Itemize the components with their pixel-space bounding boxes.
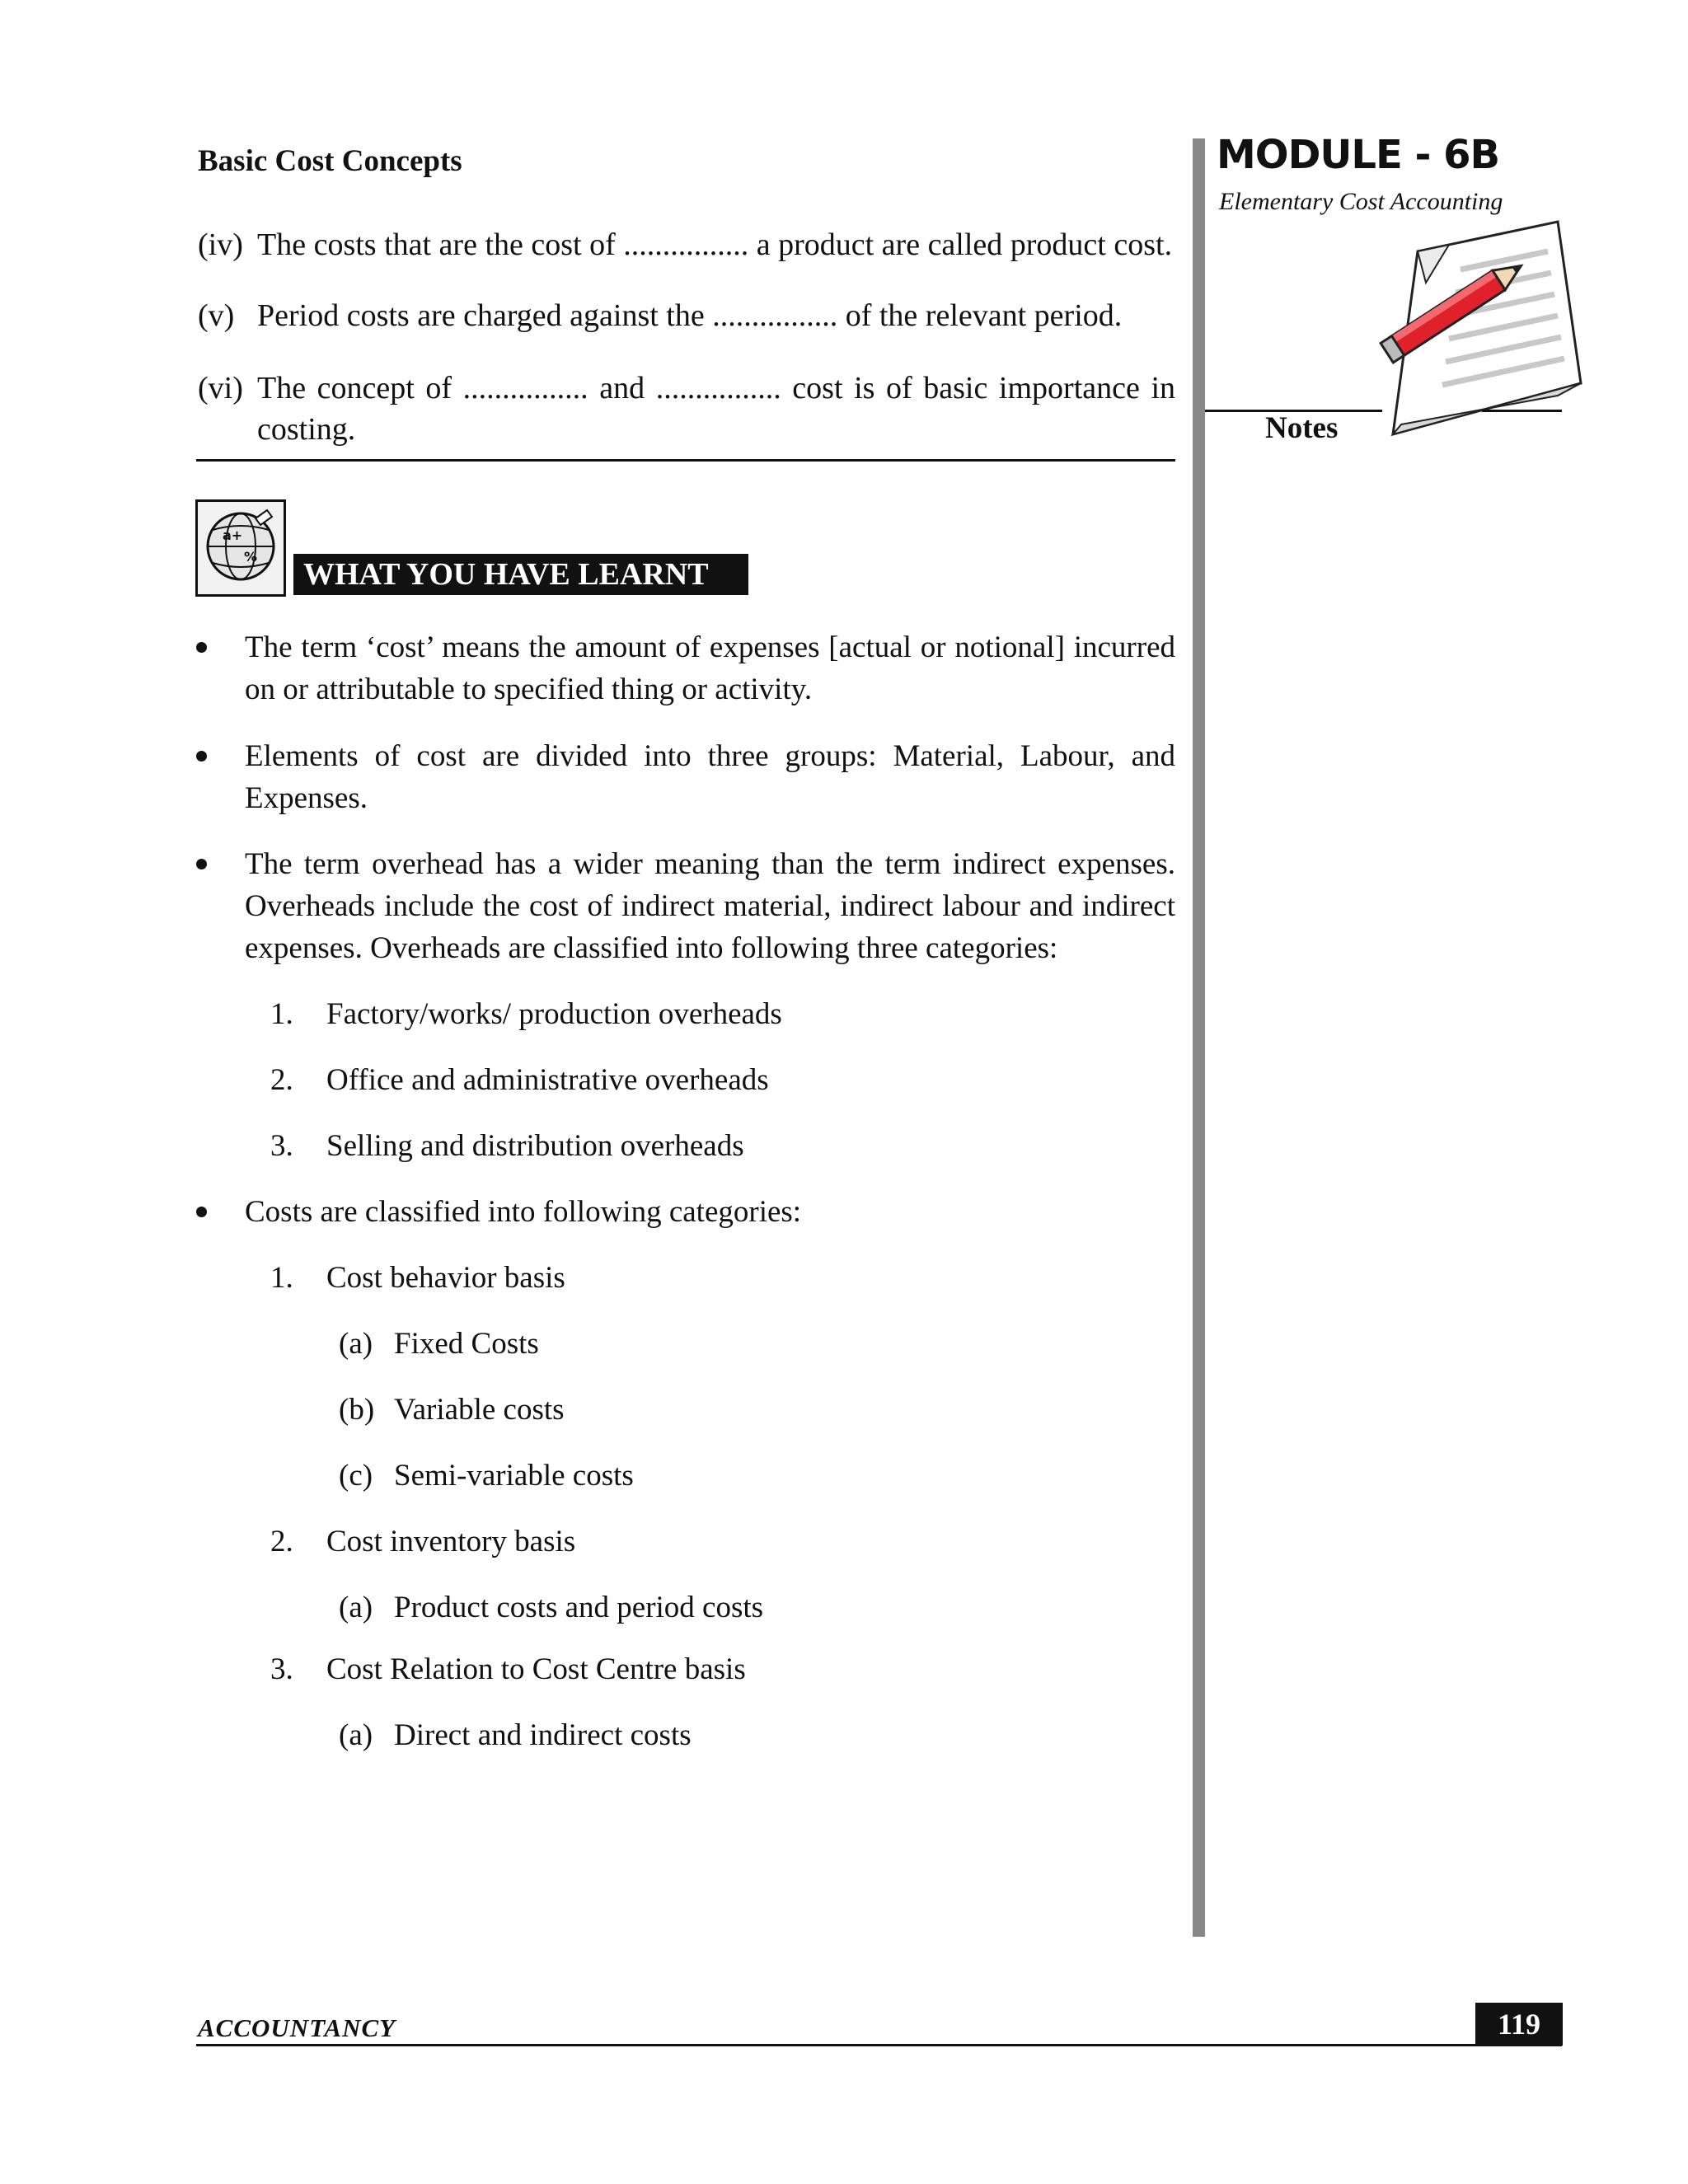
- margin-bar: [1193, 138, 1205, 1937]
- list-item: Cost Relation to Cost Centre basis: [326, 1652, 746, 1686]
- section-title: WHAT YOU HAVE LEARNT: [293, 554, 748, 595]
- question-number: (iv): [198, 227, 243, 262]
- sub-item: Variable costs: [394, 1393, 565, 1427]
- list-item: Office and administrative overheads: [326, 1063, 769, 1097]
- list-item: Cost inventory basis: [326, 1525, 576, 1558]
- question-text-line1: The concept of ................ and ................ cost is of basic importance in: [257, 371, 1175, 405]
- sub-item: Product costs and period costs: [394, 1591, 764, 1624]
- notes-rule: [1482, 410, 1562, 412]
- footer-subject: ACCOUNTANCY: [198, 2013, 396, 2042]
- sub-item-letter: (b): [339, 1393, 375, 1427]
- sub-item: Fixed Costs: [394, 1327, 539, 1361]
- sub-item-letter: (a): [339, 1718, 373, 1752]
- bullet-icon: [196, 859, 207, 869]
- question-text-line2: costing.: [257, 412, 356, 447]
- sub-item: Semi-variable costs: [394, 1459, 634, 1493]
- list-item: Factory/works/ production overheads: [326, 997, 782, 1031]
- list-item: Selling and distribution overheads: [326, 1129, 744, 1163]
- sub-item: Direct and indirect costs: [394, 1718, 692, 1752]
- svg-text:%: %: [244, 549, 258, 565]
- question-text: The costs that are the cost of ................ a product are called product cost.: [257, 227, 1173, 262]
- bullet-icon: [196, 1207, 207, 1217]
- list-item-number: 1.: [270, 1261, 293, 1295]
- list-item: Cost behavior basis: [326, 1261, 565, 1295]
- module-title: MODULE - 6B: [1217, 132, 1500, 178]
- question-number: (v): [198, 298, 235, 333]
- footer-rule: [196, 2044, 1562, 2046]
- section-divider: [196, 459, 1175, 462]
- notes-label: Notes: [1265, 411, 1339, 445]
- question-number: (vi): [198, 371, 243, 405]
- module-subtitle: Elementary Cost Accounting: [1219, 188, 1503, 215]
- list-item-number: 3.: [270, 1652, 293, 1686]
- sub-item-letter: (a): [339, 1327, 373, 1361]
- sub-item-letter: (c): [339, 1459, 373, 1493]
- bullet-icon: [196, 751, 207, 762]
- list-item-number: 3.: [270, 1129, 293, 1163]
- page-header-title: Basic Cost Concepts: [198, 144, 462, 178]
- svg-text:a+: a+: [223, 527, 243, 543]
- page-number: 119: [1475, 2003, 1563, 2046]
- bullet-item: The term ‘cost’ means the amount of expenses [actual or notional] incurred on or attributable to specified thing or activity.: [245, 630, 1175, 706]
- question-text: Period costs are charged against the ................ of the relevant period.: [257, 298, 1123, 333]
- bullet-icon: [196, 642, 207, 653]
- list-item-number: 2.: [270, 1525, 293, 1558]
- sub-item-letter: (a): [339, 1591, 373, 1624]
- list-item-number: 1.: [270, 997, 293, 1031]
- list-item-number: 2.: [270, 1063, 293, 1097]
- learning-icon: [195, 499, 286, 597]
- bullet-item: The term overhead has a wider meaning than the term indirect expenses. Overheads include the cost of indirect material, indirect labour and indirect expenses. Overheads are classified into following three categories:: [245, 847, 1175, 965]
- bullet-item: Costs are classified into following categories:: [245, 1195, 802, 1229]
- bullet-item: Elements of cost are divided into three groups: Material, Labour, and Expenses.: [245, 739, 1175, 815]
- notes-pad-icon: [1368, 218, 1582, 441]
